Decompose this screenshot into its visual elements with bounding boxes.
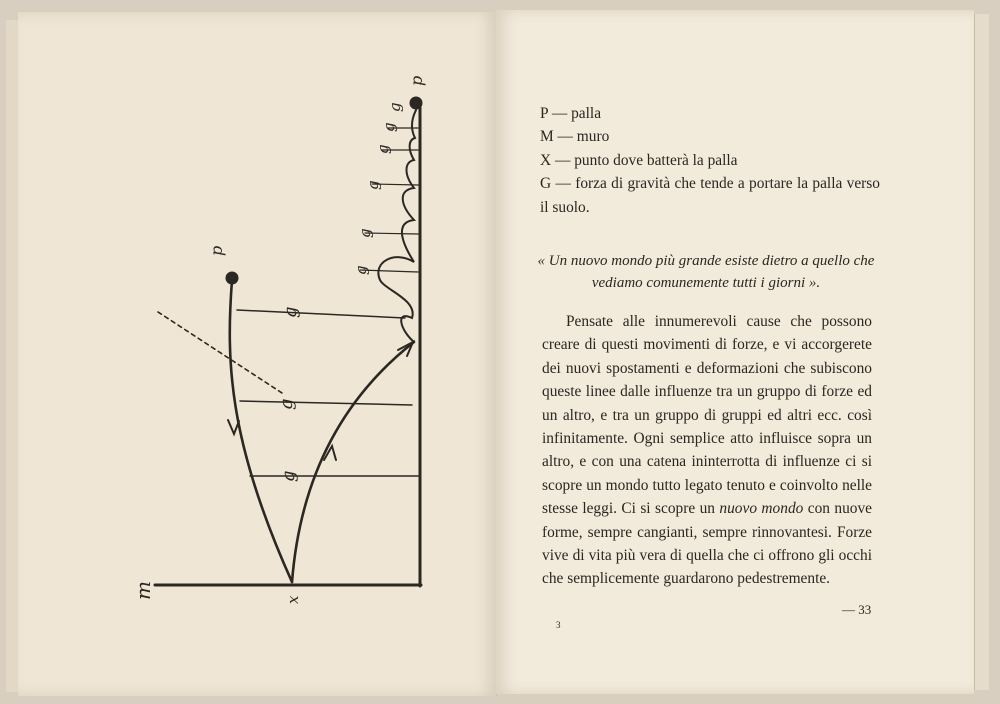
legend-item: X — punto dove batterà la palla bbox=[540, 151, 738, 169]
label-gravity: g bbox=[276, 398, 297, 410]
label-ball: p bbox=[207, 245, 226, 256]
signature-mark: 3 bbox=[556, 620, 561, 630]
ball-icon bbox=[410, 97, 423, 110]
quote: « Un nuovo mondo più grande esiste dietro a quello che vediamo comunemente tutti i giorni ». bbox=[537, 253, 875, 291]
legend-item: G — forza di gravità che tende a portare la palla verso il suolo. bbox=[540, 175, 880, 216]
label-gravity: g bbox=[374, 144, 392, 154]
label-gravity: g bbox=[356, 228, 374, 238]
dashed-line bbox=[158, 312, 282, 393]
gravity-line bbox=[240, 401, 412, 405]
label-wall: m bbox=[131, 581, 155, 600]
descending-trajectory bbox=[230, 280, 292, 582]
label-gravity: g bbox=[278, 470, 299, 482]
gravity-line bbox=[237, 310, 405, 318]
legend-item: P — palla bbox=[540, 105, 602, 122]
ball-icon bbox=[226, 272, 239, 285]
label-impact: x bbox=[284, 595, 302, 604]
label-gravity: g bbox=[386, 102, 404, 112]
label-gravity: g bbox=[364, 180, 382, 190]
label-gravity: g bbox=[352, 265, 370, 275]
label-ball-top: p bbox=[407, 75, 426, 86]
page-number: — 33 bbox=[842, 602, 872, 617]
label-gravity: g bbox=[280, 306, 301, 318]
legend-item: M — muro bbox=[540, 128, 610, 146]
paragraph: Pensate alle innumerevoli cause che possono creare di questi movimenti di forze, e vi accorgerete dei nuovi spostamenti e deformazioni che subiscono queste linee dalle influenze tra un gruppo di forze ed un altro, e tra un gruppo di gruppi ed altri ecc. così infinitamente. Ogni semplice atto influisce sopra un altro, e con una catena ininterrotta di influenze ci si scopre un mondo tutto legato tenuto e coinvolto nelle stesse leggi. Ci si scopre un nuovo mondo con nuove forme, sempre cangianti, sempre rinnovantesi. Forze vive di vita più vera di quella che ci offrono gli occhi che semplicemente guardarono pedestremente. bbox=[542, 313, 873, 588]
label-gravity: g bbox=[380, 122, 398, 132]
ascending-trajectory bbox=[292, 342, 414, 582]
